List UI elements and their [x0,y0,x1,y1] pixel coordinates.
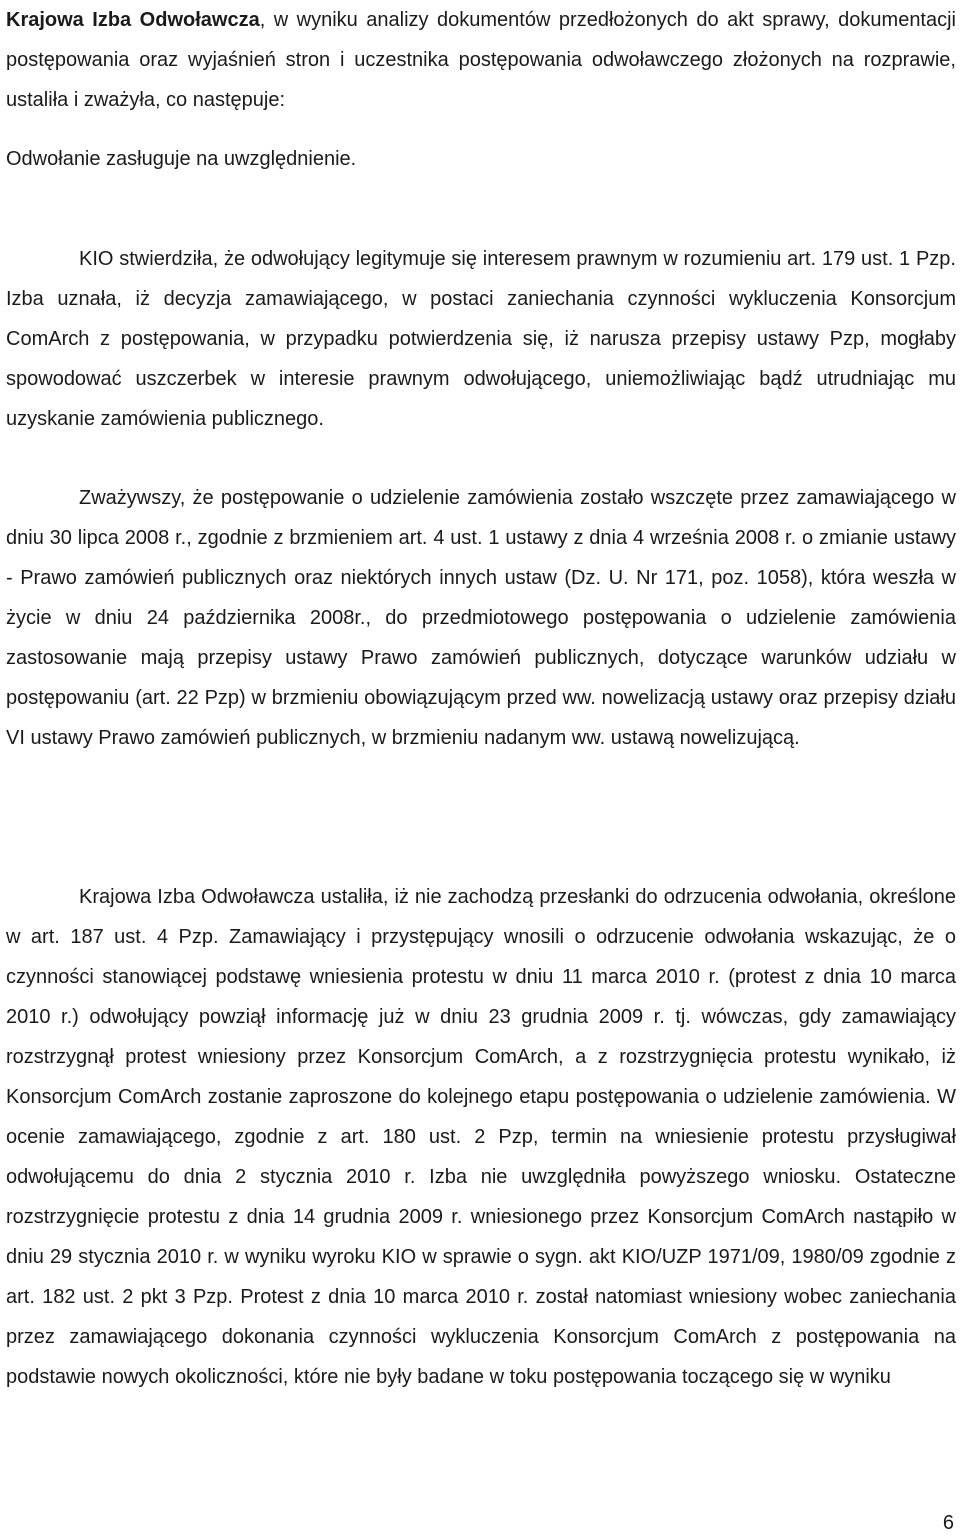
admissibility-paragraph: Krajowa Izba Odwoławcza ustaliła, iż nie zachodzą przesłanki do odrzucenia odwołania, określone w art. 187 ust. 4 Pzp. Zamawiający i przystępujący wnosili o odrzucenie odwołania wskazując, że o czynności stanowiącej podstawę wniesienia protestu w dniu 11 marca 2010 r. (protest z dnia 10 marca 2010 r.) odwołujący powziął informację już w dniu 23 grudnia 2009 r. tj. wówczas, gdy zamawiający rozstrzygnął protest wniesiony przez Konsorcjum ComArch, a z rozstrzygnięcia protestu wynikało, iż Konsorcjum ComArch zostanie zaproszone do kolejnego etapu postępowania o udzielenie zamówienia. W ocenie zamawiającego, zgodnie z art. 180 ust. 2 Pzp, termin na wniesienie protestu przysługiwał odwołującemu do dnia 2 stycznia 2010 r. Izba nie uwzględniła powyższego wniosku. Ostateczne rozstrzygnięcie protestu z dnia 14 grudnia 2009 r. wniesionego przez Konsorcjum ComArch nastąpiło w dniu 29 stycznia 2010 r. w wyniku wyroku KIO w sprawie o sygn. akt KIO/UZP 1971/09, 1980/09 zgodnie z art. 182 ust. 2 pkt 3 Pzp. Protest z dnia 10 marca 2010 r. został natomiast wniesiony wobec zaniechania przez zamawiającego dokonania czynności wykluczenia Konsorcjum ComArch z postępowania na podstawie nowych okoliczności, które nie były badane w toku postępowania toczącego się w wyniku [6,886,956,1388]
legal-interest-paragraph: KIO stwierdziła, że odwołujący legitymuje się interesem prawnym w rozumieniu art. 179 ust. 1 Pzp. Izba uznała, iż decyzja zamawiającego, w postaci zaniechania czynności wykluczenia Konsorcjum ComArch z postępowania, w przypadku potwierdzenia się, iż narusza przepisy ustawy Pzp, mogłaby spowodować uszczerbek w interesie prawnym odwołującego, uniemożliwiając bądź utrudniając mu uzyskanie zamówienia publicznego. [6,248,956,430]
applicable-law-paragraph: Zważywszy, że postępowanie o udzielenie zamówienia zostało wszczęte przez zamawiającego w dniu 30 lipca 2008 r., zgodnie z brzmieniem art. 4 ust. 1 ustawy z dnia 4 września 2008 r. o zmianie ustawy - Prawo zamówień publicznych oraz niektórych innych ustaw (Dz. U. Nr 171, poz. 1058), która weszła w życie w dniu 24 października 2008r., do przedmiotowego postępowania o udzielenie zamówienia zastosowanie mają przepisy ustawy Prawo zamówień publicznych, dotyczące warunków udziału w postępowaniu (art. 22 Pzp) w brzmieniu obowiązującym przed ww. nowelizacją ustawy oraz przepisy działu VI ustawy Prawo zamówień publicznych, w brzmieniu nadanym ww. ustawą nowelizującą. [6,487,956,749]
page-number: 6 [942,1512,954,1534]
intro-paragraph [6,0,956,120]
intro-bold-lead: Krajowa Izba Odwoławcza [6,9,260,31]
intro-text: , w wyniku analizy dokumentów przedłożonych do akt sprawy, dokumentacji postępowania oraz wyjaśnień stron i uczestnika postępowania odwoławczego złożonych na rozprawie, ustaliła i zważyła, co następuje: [6,9,957,111]
verdict-paragraph: Odwołanie zasługuje na uwzględnienie. [6,148,357,170]
